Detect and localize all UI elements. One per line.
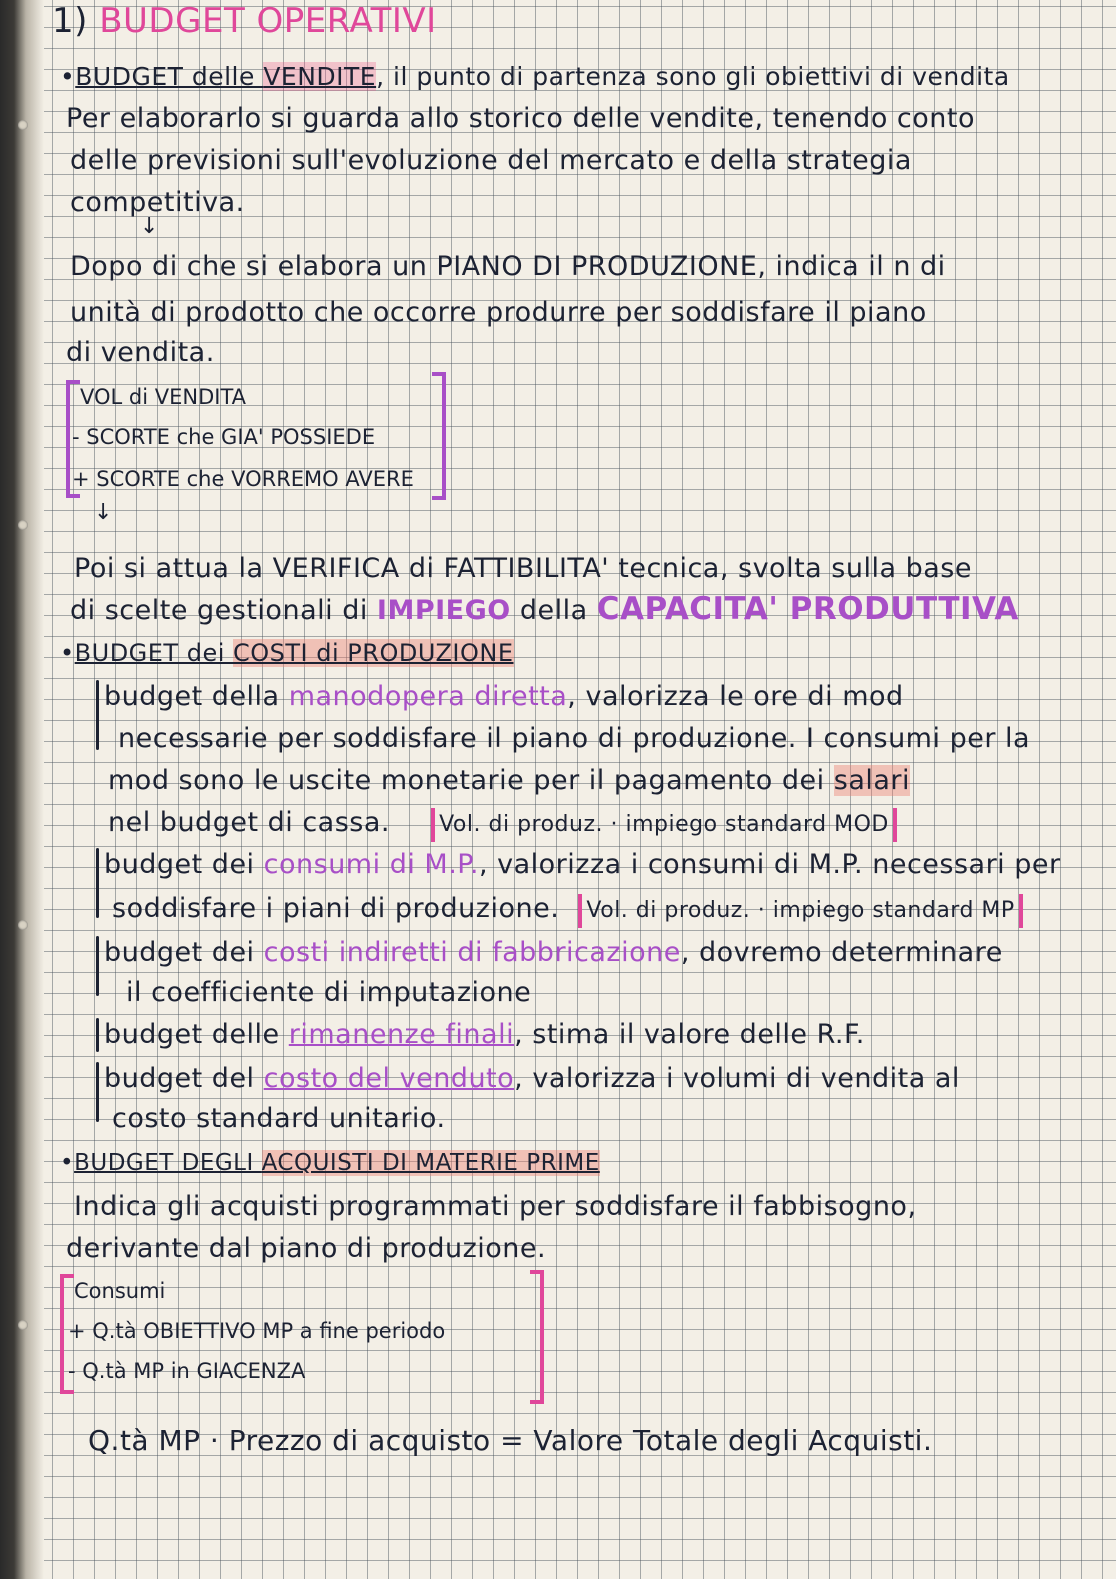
keyword: consumi di M.P. [263,849,479,880]
arrow-down-icon: ↓ [94,500,113,525]
text: budget dei [104,849,264,880]
text: della [510,595,597,626]
keyword: rimanenze finali [288,1019,515,1050]
production-item-line [108,764,910,798]
bullet: • [60,1150,75,1176]
text: , dovremo determinare [680,937,1003,968]
text: , stima il valore delle R.F. [514,1019,865,1050]
salari-highlight: salari [833,765,911,796]
sales-budget-title-highlight: VENDITE [263,62,377,91]
production-item-line [104,680,904,714]
item-marker [96,1018,99,1052]
binding-hole [18,920,28,930]
production-budget-title-line [60,636,514,670]
item-marker [96,848,99,918]
production-item-line [112,892,1023,928]
text: budget dei [104,937,264,968]
sales-line-4: competitiva. [70,187,245,218]
sales-line-7: di vendita. [66,337,215,368]
sales-budget-title-line [60,60,1010,94]
production-item-line [104,1018,865,1052]
production-item-line [108,806,897,842]
item-marker [96,680,99,750]
capacita-produttiva-emphasis: CAPACITA' PRODUTTIVA [596,591,1019,627]
page-heading [52,1,437,41]
formula-row: + SCORTE che VORREMO AVERE [72,467,414,491]
purchases-budget-title-line [60,1146,600,1180]
mod-formula: Vol. di produz. · impiego standard MOD [431,808,897,842]
sales-line-3: delle previsioni sull'evoluzione del mercato e della strategia [70,145,912,176]
binding-hole [18,120,28,130]
purchases-line-2: derivante dal piano di produzione. [66,1233,547,1264]
purchases-total-formula: Q.tà MP · Prezzo di acquisto = Valore Totale degli Acquisti. [88,1424,933,1457]
production-item-line: costo standard unitario. [112,1103,446,1134]
arrow-down-icon: ↓ [140,214,159,239]
text: mod sono le uscite monetarie per il pagamento dei [108,765,834,796]
formula-row: + Q.tà OBIETTIVO MP a fine periodo [68,1319,446,1343]
production-item-line [104,848,1061,882]
production-item-line: il coefficiente di imputazione [126,977,532,1008]
purchases-line-1: Indica gli acquisti programmati per soddisfare il fabbisogno, [74,1191,917,1222]
mp-formula: Vol. di produz. · impiego standard MP [578,894,1022,928]
formula-row: Consumi [74,1279,166,1303]
production-item-line [104,936,1003,970]
binding-hole [18,1320,28,1330]
notebook-binding [0,0,44,1579]
keyword: costo del venduto [263,1063,515,1094]
text: , valorizza i consumi di M.P. necessari per [478,849,1061,880]
formula-row: VOL di VENDITA [80,385,247,409]
bullet: • [60,62,76,91]
sales-budget-title: BUDGET delle [75,62,264,91]
heading-number: 1) [52,1,88,41]
heading-title: BUDGET OPERATIVI [99,1,437,41]
binding-hole [18,520,28,530]
bullet: • [60,639,75,667]
sales-text: , il punto di partenza sono gli obiettivi di vendita [376,62,1010,91]
sales-line-5: Dopo di che si elabora un PIANO DI PRODUZIONE, indica il n di [70,251,946,282]
production-budget-title: BUDGET dei [74,639,234,667]
text: budget delle [104,1019,289,1050]
keyword: costi indiretti di fabbricazione [263,937,681,968]
text: , valorizza le ore di mod [567,681,904,712]
text: di scelte gestionali di [70,595,377,626]
text: nel budget di cassa. [108,807,390,838]
text: soddisfare i piani di produzione. [112,893,560,924]
purchases-budget-title-highlight: ACQUISTI DI MATERIE PRIME [261,1150,600,1176]
production-budget-title-highlight: COSTI di PRODUZIONE [233,639,514,667]
production-item-line [104,1062,960,1096]
impiego-emphasis: IMPIEGO [376,595,511,626]
text: budget della [104,681,289,712]
keyword: manodopera diretta [288,681,568,712]
sales-line-8: Poi si attua la VERIFICA di FATTIBILITA' tecnica, svolta sulla base [74,553,972,584]
item-marker [96,936,99,996]
formula-bracket-right [530,1270,544,1404]
purchases-budget-title: BUDGET DEGLI [74,1150,262,1176]
text: budget del [104,1063,264,1094]
formula-row: - Q.tà MP in GIACENZA [68,1359,306,1383]
production-item-line: necessarie per soddisfare il piano di produzione. I consumi per la [118,723,1031,754]
formula-row: - SCORTE che GIA' POSSIEDE [72,425,376,449]
formula-bracket-right [432,372,446,500]
sales-line-9 [70,592,1019,628]
sales-line-6: unità di prodotto che occorre produrre per soddisfare il piano [70,297,927,328]
item-marker [96,1062,99,1122]
sales-line-2: Per elaborarlo si guarda allo storico delle vendite, tenendo conto [66,103,975,134]
text: , valorizza i volumi di vendita al [514,1063,960,1094]
